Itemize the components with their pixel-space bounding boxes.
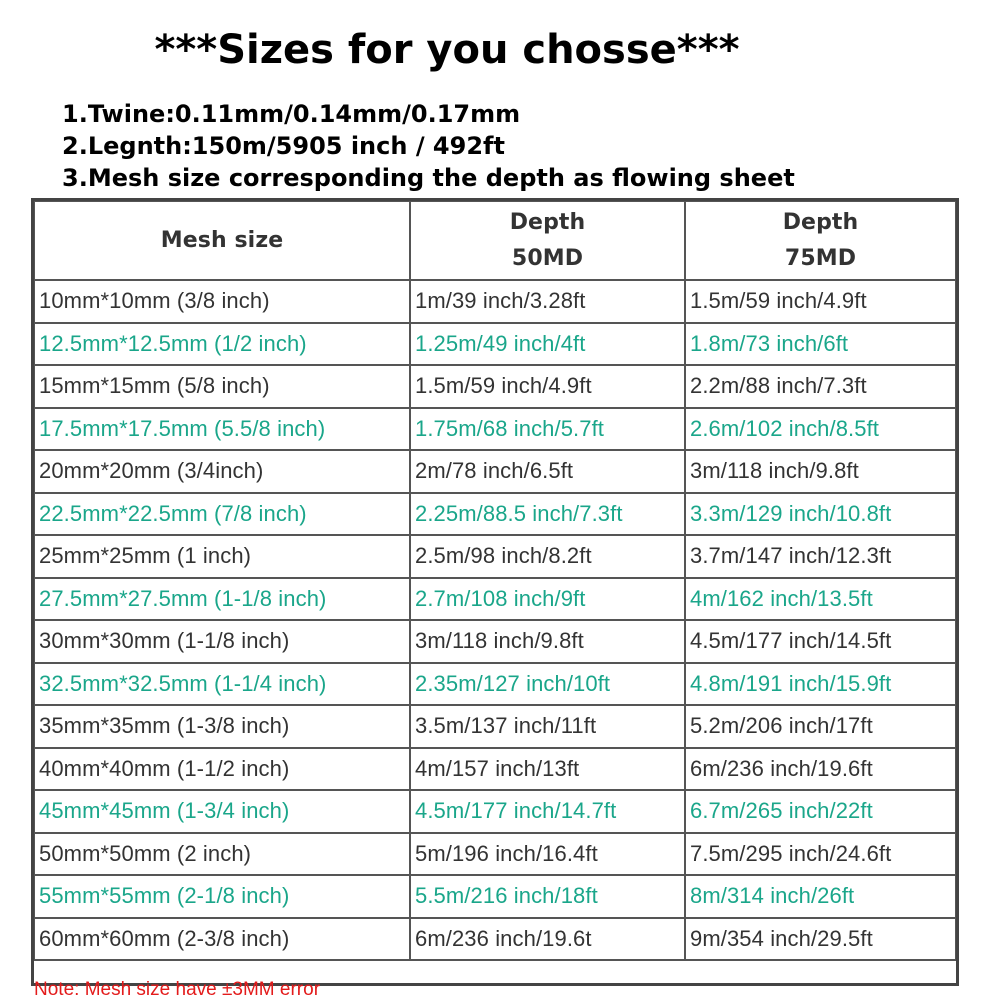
- header-depth-50-line2: 50MD: [511, 245, 584, 271]
- page-title: ***Sizes for you chosse***: [154, 27, 740, 73]
- cell-mesh-size: 22.5mm*22.5mm (7/8 inch): [34, 493, 410, 536]
- cell-depth-50md: 2.5m/98 inch/8.2ft: [410, 535, 685, 578]
- cell-mesh-size: 27.5mm*27.5mm (1-1/8 inch): [34, 578, 410, 621]
- cell-depth-50md: 4.5m/177 inch/14.7ft: [410, 790, 685, 833]
- cell-depth-75md: 6.7m/265 inch/22ft: [685, 790, 956, 833]
- cell-depth-75md: 9m/354 inch/29.5ft: [685, 918, 956, 961]
- cell-depth-75md: 6m/236 inch/19.6ft: [685, 748, 956, 791]
- header-depth-75md: [685, 201, 956, 280]
- table-row: [34, 535, 956, 578]
- table-row: [34, 493, 956, 536]
- cell-mesh-size: 50mm*50mm (2 inch): [34, 833, 410, 876]
- cell-depth-50md: 3m/118 inch/9.8ft: [410, 620, 685, 663]
- cell-depth-50md: 2.35m/127 inch/10ft: [410, 663, 685, 706]
- table-row: [34, 705, 956, 748]
- cell-mesh-size: 40mm*40mm (1-1/2 inch): [34, 748, 410, 791]
- cell-mesh-size: 30mm*30mm (1-1/8 inch): [34, 620, 410, 663]
- cell-mesh-size: 35mm*35mm (1-3/8 inch): [34, 705, 410, 748]
- table-row: [34, 748, 956, 791]
- cell-depth-50md: 6m/236 inch/19.6t: [410, 918, 685, 961]
- cell-mesh-size: 55mm*55mm (2-1/8 inch): [34, 875, 410, 918]
- table-row: [34, 620, 956, 663]
- cell-depth-75md: 4.5m/177 inch/14.5ft: [685, 620, 956, 663]
- spec-length: 2.Legnth:150m/5905 inch / 492ft: [62, 132, 505, 160]
- table-row: [34, 790, 956, 833]
- cell-mesh-size: 15mm*15mm (5/8 inch): [34, 365, 410, 408]
- table-body: [34, 280, 956, 960]
- table-header-row: [34, 201, 956, 280]
- table-row: [34, 875, 956, 918]
- cell-depth-50md: 1.25m/49 inch/4ft: [410, 323, 685, 366]
- cell-depth-50md: 2m/78 inch/6.5ft: [410, 450, 685, 493]
- table-row: [34, 408, 956, 451]
- header-mesh-label: Mesh size: [160, 227, 284, 253]
- cell-depth-50md: 5m/196 inch/16.4ft: [410, 833, 685, 876]
- cell-depth-75md: 1.5m/59 inch/4.9ft: [685, 280, 956, 323]
- error-note: Note: Mesh size have ±3MM error: [34, 979, 321, 1000]
- header-mesh-size: [34, 201, 410, 280]
- cell-depth-50md: 4m/157 inch/13ft: [410, 748, 685, 791]
- header-depth-75-line2: 75MD: [784, 245, 857, 271]
- cell-mesh-size: 20mm*20mm (3/4inch): [34, 450, 410, 493]
- table-row: [34, 450, 956, 493]
- cell-depth-75md: 2.6m/102 inch/8.5ft: [685, 408, 956, 451]
- table-row: [34, 578, 956, 621]
- header-depth-75-line1: Depth: [782, 209, 859, 235]
- table-row: [34, 663, 956, 706]
- cell-depth-75md: 3.3m/129 inch/10.8ft: [685, 493, 956, 536]
- cell-mesh-size: 10mm*10mm (3/8 inch): [34, 280, 410, 323]
- size-table: [33, 200, 957, 961]
- cell-depth-75md: 1.8m/73 inch/6ft: [685, 323, 956, 366]
- spec-twine: 1.Twine:0.11mm/0.14mm/0.17mm: [62, 100, 521, 128]
- table-row: [34, 280, 956, 323]
- header-depth-50-line1: Depth: [509, 209, 586, 235]
- cell-depth-50md: 1m/39 inch/3.28ft: [410, 280, 685, 323]
- spec-mesh-note: 3.Mesh size corresponding the depth as flowing sheet: [62, 164, 795, 192]
- header-depth-50md: [410, 201, 685, 280]
- cell-depth-75md: 2.2m/88 inch/7.3ft: [685, 365, 956, 408]
- cell-mesh-size: 60mm*60mm (2-3/8 inch): [34, 918, 410, 961]
- table-row: [34, 833, 956, 876]
- cell-depth-50md: 2.7m/108 inch/9ft: [410, 578, 685, 621]
- table-row: [34, 918, 956, 961]
- cell-mesh-size: 25mm*25mm (1 inch): [34, 535, 410, 578]
- cell-depth-75md: 3m/118 inch/9.8ft: [685, 450, 956, 493]
- table-row: [34, 323, 956, 366]
- cell-depth-50md: 1.75m/68 inch/5.7ft: [410, 408, 685, 451]
- cell-depth-75md: 7.5m/295 inch/24.6ft: [685, 833, 956, 876]
- cell-mesh-size: 32.5mm*32.5mm (1-1/4 inch): [34, 663, 410, 706]
- cell-depth-50md: 1.5m/59 inch/4.9ft: [410, 365, 685, 408]
- cell-depth-50md: 2.25m/88.5 inch/7.3ft: [410, 493, 685, 536]
- cell-mesh-size: 12.5mm*12.5mm (1/2 inch): [34, 323, 410, 366]
- cell-depth-75md: 5.2m/206 inch/17ft: [685, 705, 956, 748]
- table-row: [34, 365, 956, 408]
- cell-depth-75md: 4.8m/191 inch/15.9ft: [685, 663, 956, 706]
- cell-mesh-size: 45mm*45mm (1-3/4 inch): [34, 790, 410, 833]
- cell-depth-75md: 3.7m/147 inch/12.3ft: [685, 535, 956, 578]
- cell-depth-50md: 3.5m/137 inch/11ft: [410, 705, 685, 748]
- cell-depth-50md: 5.5m/216 inch/18ft: [410, 875, 685, 918]
- cell-depth-75md: 8m/314 inch/26ft: [685, 875, 956, 918]
- cell-depth-75md: 4m/162 inch/13.5ft: [685, 578, 956, 621]
- cell-mesh-size: 17.5mm*17.5mm (5.5/8 inch): [34, 408, 410, 451]
